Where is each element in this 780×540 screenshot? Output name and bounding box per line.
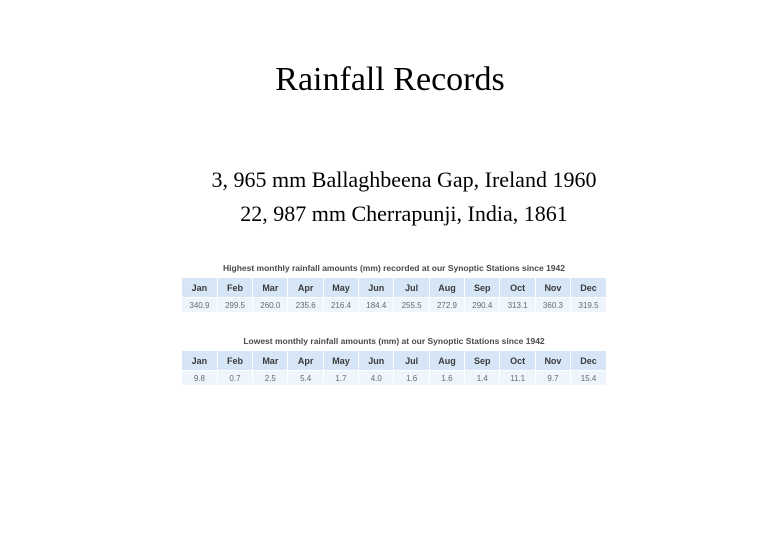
- month-header-cell: Jun: [359, 278, 394, 298]
- rainfall-value-cell: 340.9: [182, 298, 217, 313]
- rainfall-value-cell: 290.4: [465, 298, 500, 313]
- rainfall-value-cell: 5.4: [288, 371, 323, 386]
- lowest-rainfall-table-block: [182, 335, 606, 385]
- month-header-cell: Apr: [288, 351, 323, 371]
- month-header-cell: Jun: [359, 351, 394, 371]
- month-header-cell: Aug: [429, 278, 464, 298]
- table-header-row: [182, 351, 606, 371]
- month-header-cell: Nov: [535, 278, 570, 298]
- table-row: [182, 371, 606, 386]
- rainfall-value-cell: 272.9: [429, 298, 464, 313]
- month-header-cell: May: [323, 351, 358, 371]
- rainfall-value-cell: 299.5: [217, 298, 252, 313]
- month-header-cell: Feb: [217, 278, 252, 298]
- rainfall-value-cell: 319.5: [571, 298, 606, 313]
- rainfall-value-cell: 1.4: [465, 371, 500, 386]
- highest-rainfall-caption: Highest monthly rainfall amounts (mm) recorded at our Synoptic Stations since 1942: [223, 263, 565, 273]
- month-header-cell: Feb: [217, 351, 252, 371]
- month-header-cell: Mar: [253, 278, 288, 298]
- highest-rainfall-table: [182, 278, 606, 312]
- table-row: [182, 298, 606, 313]
- month-header-cell: May: [323, 278, 358, 298]
- rainfall-value-cell: 216.4: [323, 298, 358, 313]
- month-header-cell: Nov: [535, 351, 570, 371]
- rainfall-value-cell: 260.0: [253, 298, 288, 313]
- lowest-rainfall-table: [182, 351, 606, 385]
- rainfall-value-cell: 313.1: [500, 298, 535, 313]
- month-header-cell: Dec: [571, 278, 606, 298]
- month-header-cell: Sep: [465, 351, 500, 371]
- rainfall-value-cell: 2.5: [253, 371, 288, 386]
- month-header-cell: Jul: [394, 351, 429, 371]
- month-header-cell: Oct: [500, 351, 535, 371]
- rainfall-value-cell: 1.6: [394, 371, 429, 386]
- month-header-cell: Jul: [394, 278, 429, 298]
- month-header-cell: Oct: [500, 278, 535, 298]
- highest-rainfall-table-block: [182, 262, 606, 312]
- record-ireland: 3, 965 mm Ballaghbeena Gap, Ireland 1960: [211, 167, 597, 192]
- month-header-cell: Sep: [465, 278, 500, 298]
- rainfall-value-cell: 360.3: [535, 298, 570, 313]
- month-header-cell: Aug: [429, 351, 464, 371]
- rainfall-value-cell: 0.7: [217, 371, 252, 386]
- rainfall-value-cell: 1.6: [429, 371, 464, 386]
- table-header-row: [182, 278, 606, 298]
- month-header-cell: Mar: [253, 351, 288, 371]
- page-title: Rainfall Records: [275, 61, 505, 98]
- lowest-rainfall-caption: Lowest monthly rainfall amounts (mm) at our Synoptic Stations since 1942: [243, 336, 545, 346]
- month-header-cell: Jan: [182, 278, 217, 298]
- month-header-cell: Apr: [288, 278, 323, 298]
- rainfall-value-cell: 15.4: [571, 371, 606, 386]
- month-header-cell: Dec: [571, 351, 606, 371]
- rainfall-value-cell: 235.6: [288, 298, 323, 313]
- rainfall-value-cell: 184.4: [359, 298, 394, 313]
- record-india: 22, 987 mm Cherrapunji, India, 1861: [240, 201, 568, 226]
- rainfall-value-cell: 255.5: [394, 298, 429, 313]
- rainfall-value-cell: 1.7: [323, 371, 358, 386]
- rainfall-value-cell: 9.7: [535, 371, 570, 386]
- month-header-cell: Jan: [182, 351, 217, 371]
- rainfall-value-cell: 4.0: [359, 371, 394, 386]
- rainfall-value-cell: 11.1: [500, 371, 535, 386]
- rainfall-value-cell: 9.8: [182, 371, 217, 386]
